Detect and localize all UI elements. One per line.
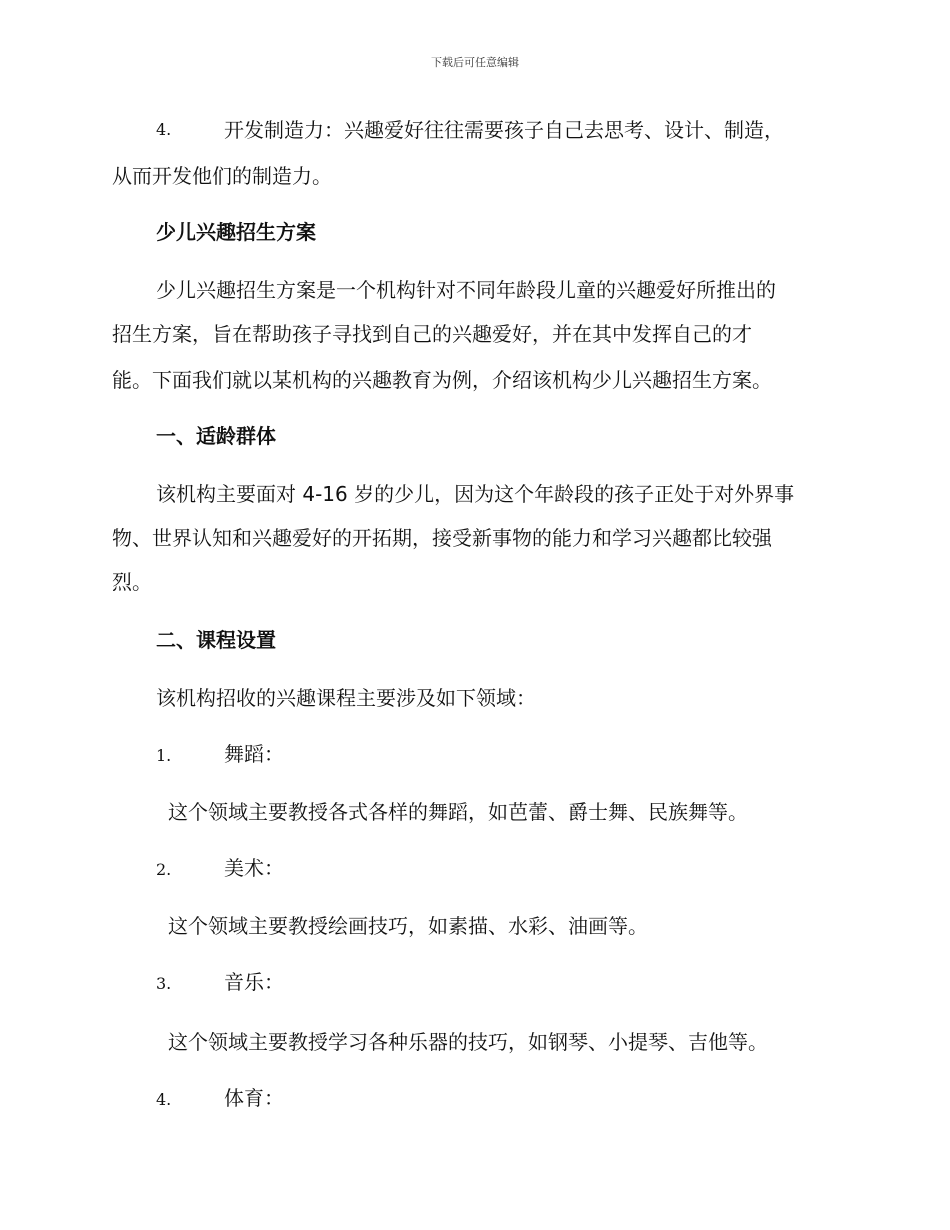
course-item-number: 4. [156,1090,172,1109]
intro-item-line2: 从而开发他们的制造力。 [112,164,332,188]
intro-para-line3: 能。下面我们就以某机构的兴趣教育为例，介绍该机构少儿兴趣招生方案。 [112,368,772,392]
intro-item-line1: 开发制造力：兴趣爱好往往需要孩子自己去思考、设计、制造， [224,118,784,142]
course-item-name: 音乐： [224,970,284,994]
course-item-desc: 这个领域主要教授各式各样的舞蹈，如芭蕾、爵士舞、民族舞等。 [168,800,748,824]
section1-line3: 烈。 [112,570,152,594]
intro-item-number: 4. [156,120,172,139]
intro-para-line1: 少儿兴趣招生方案是一个机构针对不同年龄段儿童的兴趣爱好所推出的 [156,278,776,302]
section1-line1: 该机构主要面对 4-16 岁的少儿，因为这个年龄段的孩子正处于对外界事 [156,482,795,506]
course-item-number: 1. [156,746,172,765]
document-title: 少儿兴趣招生方案 [156,220,316,244]
section1-line2: 物、世界认知和兴趣爱好的开拓期，接受新事物的能力和学习兴趣都比较强 [112,526,772,550]
course-item-desc: 这个领域主要教授学习各种乐器的技巧，如钢琴、小提琴、吉他等。 [168,1030,768,1054]
section2-intro: 该机构招收的兴趣课程主要涉及如下领域： [156,686,536,710]
section2-heading: 二、课程设置 [156,628,276,652]
section1-heading: 一、适龄群体 [156,424,276,448]
page-header: 下载后可任意编辑 [431,56,519,69]
course-item-number: 3. [156,974,172,993]
course-item-name: 美术： [224,856,284,880]
course-item-name: 舞蹈： [224,742,284,766]
course-item-number: 2. [156,860,172,879]
course-item-desc: 这个领域主要教授绘画技巧，如素描、水彩、油画等。 [168,914,648,938]
course-item-name: 体育： [224,1086,284,1110]
intro-para-line2: 招生方案，旨在帮助孩子寻找到自己的兴趣爱好，并在其中发挥自己的才 [112,322,752,346]
